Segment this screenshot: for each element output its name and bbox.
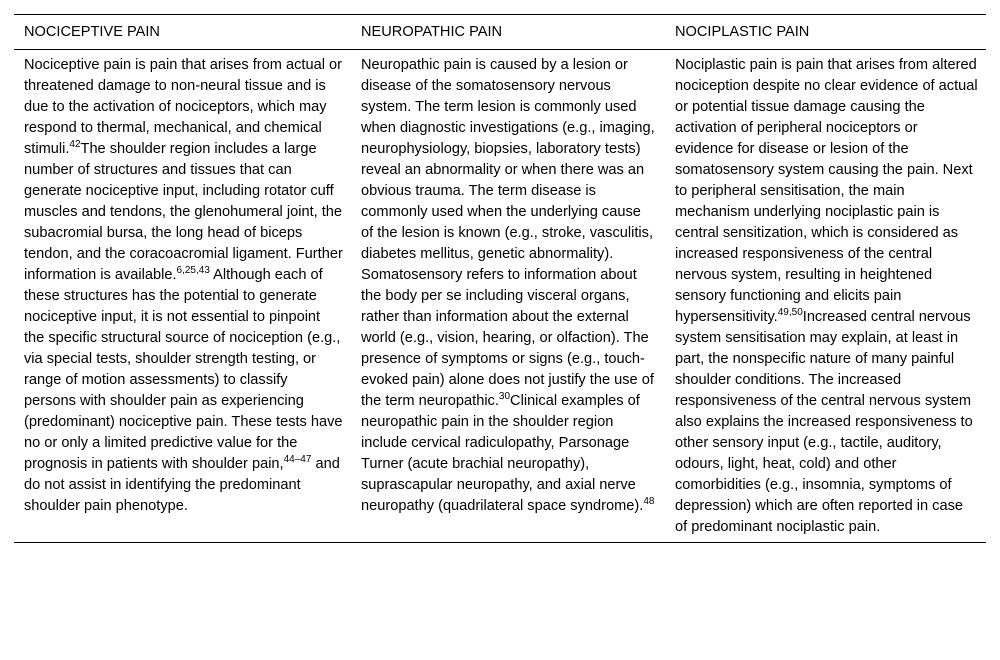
header-nociplastic: NOCIPLASTIC PAIN (665, 15, 986, 50)
table-body (14, 50, 986, 543)
nociceptive-text-2: The shoulder region includes a large number of structures and tissues that can generate nociceptive input, including rotator cuff muscles and tendons, the glenohumeral joint, the subacromial bursa, the long head of biceps tendon, and the coracoacromial ligament. Further information is available. (24, 141, 343, 283)
pain-phenotype-table-container (14, 14, 986, 543)
citation-ref: 44–47 (283, 454, 312, 465)
citation-ref: 49,50 (777, 307, 803, 318)
citation-ref: 42 (69, 139, 81, 150)
nociceptive-text-1: Nociceptive pain is pain that arises from actual or threatened damage to non-neural tissue and is due to the activation of nociceptors, which may respond to thermal, mechanical, and chemical stimuli. (24, 57, 342, 157)
header-nociceptive: NOCICEPTIVE PAIN (14, 15, 351, 50)
nociplastic-text-1: Nociplastic pain is pain that arises from altered nociception despite no clear evidence of actual or potential tissue damage causing the activation of peripheral nociceptors or evidence for disease or lesion of the somatosensory system causing the pain. Next to peripheral sensitisation, the main mechanism underlying nociplastic pain is central sensitization, which is considered as increased responsiveness of the central nervous system, resulting in heightened sensory functioning and elicits pain hypersensitivity. (675, 57, 978, 325)
neuropathic-cell (351, 50, 665, 543)
nociceptive-text-4: and do not assist in identifying the predominant shoulder pain phenotype. (24, 456, 340, 514)
header-row (14, 15, 986, 50)
neuropathic-text-2: Clinical examples of neuropathic pain in the shoulder region include cervical radiculopathy, Parsonage Turner (acute brachial neuropathy), suprascapular neuropathy, and axial nerve neuropathy (quadrilateral space syndrome). (361, 393, 644, 514)
nociceptive-text-3: Although each of these structures has the potential to generate nociceptive input, it is not essential to pinpoint the specific structural source of nociception (e.g., via special tests, shoulder strength testing, or range of motion assessments) to classify persons with shoulder pain as experiencing (predominant) nociceptive pain. These tests have no or only a limited predictive value for the prognosis in patients with shoulder pain, (24, 267, 343, 472)
header-neuropathic: NEUROPATHIC PAIN (351, 15, 665, 50)
nociplastic-cell (665, 50, 986, 543)
pain-phenotype-table (14, 14, 986, 543)
nociplastic-text-2: Increased central nervous system sensitisation may explain, at least in part, the nonspecific nature of many painful shoulder conditions. The increased responsiveness of the central nervous system also explains the increased responsiveness to other sensory input (e.g., tactile, auditory, odours, light, heat, cold) and other comorbidities (e.g., insomnia, symptoms of depression) which are often reported in case of predominant nociplastic pain. (675, 309, 973, 535)
table-row (14, 50, 986, 543)
table-header (14, 15, 986, 50)
citation-ref: 48 (643, 496, 655, 507)
citation-ref: 30 (498, 391, 511, 402)
neuropathic-text-1: Neuropathic pain is caused by a lesion or disease of the somatosensory nervous system. The term lesion is commonly used when diagnostic investigations (e.g., imaging, neurophysiology, biopsies, laboratory tests) reveal an abnormality or when there was an obvious trauma. The term disease is commonly used when the underlying cause of the lesion is known (e.g., stroke, vasculitis, diabetes mellitus, genetic abnormality). Somatosensory refers to information about the body per se including visceral organs, rather than information about the external world (e.g., vision, hearing, or olfaction). The presence of symptoms or signs (e.g., touch-evoked pain) alone does not justify the use of the term neuropathic. (361, 57, 655, 409)
citation-ref: 6,25,43 (176, 265, 210, 276)
nociceptive-cell (14, 50, 351, 543)
